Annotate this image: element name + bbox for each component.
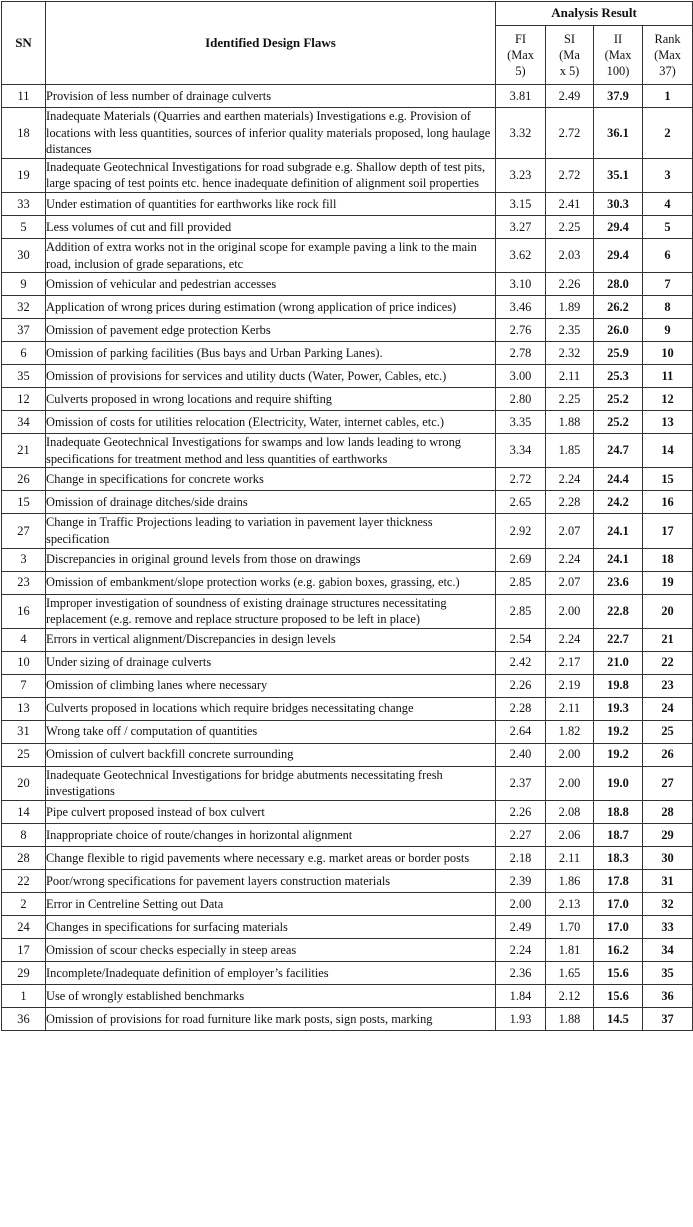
cell-fi: 2.00	[496, 892, 546, 915]
cell-rank: 2	[643, 108, 693, 159]
cell-fi: 3.35	[496, 411, 546, 434]
cell-fi: 2.42	[496, 651, 546, 674]
cell-fi: 2.76	[496, 319, 546, 342]
cell-ii: 17.8	[594, 869, 643, 892]
cell-fi: 2.36	[496, 961, 546, 984]
cell-rank: 36	[643, 984, 693, 1007]
header-ii-line: 100)	[606, 64, 630, 78]
header-rank-line: 37)	[659, 64, 676, 78]
cell-rank: 33	[643, 915, 693, 938]
cell-ii: 18.7	[594, 823, 643, 846]
cell-design-flaw: Omission of scour checks especially in steep areas	[46, 938, 496, 961]
cell-ii: 24.4	[594, 468, 643, 491]
cell-si: 2.24	[546, 468, 594, 491]
cell-sn: 36	[2, 1007, 46, 1030]
cell-rank: 1	[643, 85, 693, 108]
cell-si: 2.00	[546, 743, 594, 766]
cell-design-flaw: Omission of costs for utilities relocation (Electricity, Water, internet cables, etc.)	[46, 411, 496, 434]
cell-ii: 21.0	[594, 651, 643, 674]
cell-sn: 23	[2, 571, 46, 594]
table-row	[2, 571, 693, 594]
table-row	[2, 743, 693, 766]
cell-ii: 18.8	[594, 800, 643, 823]
table-row	[2, 846, 693, 869]
table-row	[2, 192, 693, 215]
cell-sn: 14	[2, 800, 46, 823]
cell-fi: 2.65	[496, 491, 546, 514]
table-row	[2, 514, 693, 548]
cell-rank: 15	[643, 468, 693, 491]
cell-sn: 37	[2, 319, 46, 342]
cell-ii: 37.9	[594, 85, 643, 108]
cell-sn: 19	[2, 158, 46, 192]
cell-sn: 22	[2, 869, 46, 892]
cell-ii: 25.2	[594, 411, 643, 434]
cell-ii: 19.2	[594, 720, 643, 743]
cell-design-flaw: Omission of provisions for road furniture like mark posts, sign posts, marking	[46, 1007, 496, 1030]
cell-rank: 4	[643, 192, 693, 215]
cell-si: 2.11	[546, 846, 594, 869]
cell-ii: 19.0	[594, 766, 643, 800]
cell-design-flaw: Pipe culvert proposed instead of box culvert	[46, 800, 496, 823]
cell-ii: 17.0	[594, 892, 643, 915]
cell-ii: 24.1	[594, 548, 643, 571]
cell-ii: 25.3	[594, 365, 643, 388]
cell-sn: 30	[2, 238, 46, 272]
cell-si: 2.35	[546, 319, 594, 342]
cell-sn: 5	[2, 215, 46, 238]
cell-design-flaw: Omission of provisions for services and utility ducts (Water, Power, Cables, etc.)	[46, 365, 496, 388]
cell-sn: 17	[2, 938, 46, 961]
cell-design-flaw: Under sizing of drainage culverts	[46, 651, 496, 674]
table-row	[2, 548, 693, 571]
cell-si: 1.70	[546, 915, 594, 938]
cell-si: 2.72	[546, 158, 594, 192]
cell-sn: 27	[2, 514, 46, 548]
cell-si: 2.07	[546, 571, 594, 594]
cell-ii: 29.4	[594, 215, 643, 238]
cell-fi: 2.80	[496, 388, 546, 411]
table-row	[2, 697, 693, 720]
cell-sn: 20	[2, 766, 46, 800]
cell-rank: 25	[643, 720, 693, 743]
cell-ii: 15.6	[594, 984, 643, 1007]
header-ii-line: II	[613, 32, 623, 46]
cell-sn: 31	[2, 720, 46, 743]
cell-si: 2.25	[546, 388, 594, 411]
header-ii	[594, 26, 643, 85]
cell-rank: 30	[643, 846, 693, 869]
header-analysis-result: Analysis Result	[496, 2, 693, 26]
cell-rank: 32	[643, 892, 693, 915]
table-header	[2, 2, 693, 85]
cell-si: 2.13	[546, 892, 594, 915]
table-row	[2, 628, 693, 651]
cell-ii: 24.2	[594, 491, 643, 514]
cell-design-flaw: Change in specifications for concrete works	[46, 468, 496, 491]
header-si-line: (Ma	[559, 48, 580, 62]
cell-sn: 16	[2, 594, 46, 628]
cell-design-flaw: Inadequate Materials (Quarries and earthen materials) Investigations e.g. Provision of locations with less quantities, sources of inferior quality materials proposed, long haulage distances	[46, 108, 496, 159]
cell-sn: 21	[2, 434, 46, 468]
cell-fi: 2.39	[496, 869, 546, 892]
cell-design-flaw: Inadequate Geotechnical Investigations for swamps and low lands leading to wrong specifications for treatment method and less quantities of earthworks	[46, 434, 496, 468]
cell-sn: 1	[2, 984, 46, 1007]
cell-rank: 10	[643, 342, 693, 365]
table-row	[2, 273, 693, 296]
cell-ii: 25.2	[594, 388, 643, 411]
cell-sn: 11	[2, 85, 46, 108]
cell-design-flaw: Inadequate Geotechnical Investigations for bridge abutments necessitating fresh investigations	[46, 766, 496, 800]
cell-rank: 18	[643, 548, 693, 571]
cell-sn: 6	[2, 342, 46, 365]
cell-sn: 15	[2, 491, 46, 514]
cell-ii: 24.1	[594, 514, 643, 548]
cell-sn: 35	[2, 365, 46, 388]
cell-si: 1.65	[546, 961, 594, 984]
cell-design-flaw: Omission of culvert backfill concrete surrounding	[46, 743, 496, 766]
cell-sn: 24	[2, 915, 46, 938]
cell-design-flaw: Omission of vehicular and pedestrian accesses	[46, 273, 496, 296]
cell-rank: 31	[643, 869, 693, 892]
cell-ii: 19.3	[594, 697, 643, 720]
cell-si: 2.06	[546, 823, 594, 846]
cell-design-flaw: Discrepancies in original ground levels from those on drawings	[46, 548, 496, 571]
cell-design-flaw: Omission of climbing lanes where necessary	[46, 674, 496, 697]
cell-si: 1.82	[546, 720, 594, 743]
table-row	[2, 215, 693, 238]
cell-ii: 16.2	[594, 938, 643, 961]
cell-sn: 3	[2, 548, 46, 571]
cell-fi: 3.10	[496, 273, 546, 296]
cell-rank: 23	[643, 674, 693, 697]
table-body	[2, 85, 693, 1031]
cell-si: 1.86	[546, 869, 594, 892]
table-row	[2, 800, 693, 823]
cell-ii: 22.7	[594, 628, 643, 651]
table-row	[2, 651, 693, 674]
table-row	[2, 388, 693, 411]
cell-design-flaw: Change in Traffic Projections leading to variation in pavement layer thickness specification	[46, 514, 496, 548]
cell-rank: 12	[643, 388, 693, 411]
cell-fi: 2.24	[496, 938, 546, 961]
table-row	[2, 468, 693, 491]
cell-fi: 3.46	[496, 296, 546, 319]
cell-rank: 37	[643, 1007, 693, 1030]
cell-fi: 3.23	[496, 158, 546, 192]
cell-si: 1.81	[546, 938, 594, 961]
cell-ii: 14.5	[594, 1007, 643, 1030]
table-row	[2, 915, 693, 938]
cell-fi: 2.28	[496, 697, 546, 720]
cell-sn: 26	[2, 468, 46, 491]
header-identified-design-flaws: Identified Design Flaws	[46, 2, 496, 85]
table-row	[2, 594, 693, 628]
cell-design-flaw: Omission of embankment/slope protection works (e.g. gabion boxes, grassing, etc.)	[46, 571, 496, 594]
cell-rank: 27	[643, 766, 693, 800]
cell-ii: 17.0	[594, 915, 643, 938]
cell-fi: 3.34	[496, 434, 546, 468]
header-si-line: SI	[563, 32, 576, 46]
cell-ii: 24.7	[594, 434, 643, 468]
cell-rank: 9	[643, 319, 693, 342]
table-row	[2, 85, 693, 108]
table-row	[2, 158, 693, 192]
cell-design-flaw: Provision of less number of drainage culverts	[46, 85, 496, 108]
cell-sn: 34	[2, 411, 46, 434]
cell-si: 2.00	[546, 594, 594, 628]
cell-rank: 28	[643, 800, 693, 823]
table-row	[2, 491, 693, 514]
cell-design-flaw: Inadequate Geotechnical Investigations for road subgrade e.g. Shallow depth of test pits, large spacing of test points etc. hence inadequate definition of alignment soil properties	[46, 158, 496, 192]
table-row	[2, 984, 693, 1007]
cell-ii: 22.8	[594, 594, 643, 628]
table-row	[2, 674, 693, 697]
cell-fi: 2.85	[496, 594, 546, 628]
cell-si: 2.24	[546, 548, 594, 571]
cell-si: 2.49	[546, 85, 594, 108]
cell-design-flaw: Poor/wrong specifications for pavement layers construction materials	[46, 869, 496, 892]
cell-fi: 3.27	[496, 215, 546, 238]
cell-rank: 34	[643, 938, 693, 961]
cell-rank: 8	[643, 296, 693, 319]
table-row	[2, 238, 693, 272]
cell-fi: 2.69	[496, 548, 546, 571]
cell-si: 2.41	[546, 192, 594, 215]
table-row	[2, 938, 693, 961]
cell-sn: 25	[2, 743, 46, 766]
table-row	[2, 411, 693, 434]
cell-sn: 12	[2, 388, 46, 411]
cell-fi: 2.72	[496, 468, 546, 491]
cell-design-flaw: Incomplete/Inadequate definition of employer’s facilities	[46, 961, 496, 984]
cell-ii: 25.9	[594, 342, 643, 365]
cell-ii: 26.0	[594, 319, 643, 342]
cell-ii: 18.3	[594, 846, 643, 869]
cell-sn: 10	[2, 651, 46, 674]
cell-fi: 2.27	[496, 823, 546, 846]
cell-fi: 2.54	[496, 628, 546, 651]
cell-fi: 3.00	[496, 365, 546, 388]
table-row	[2, 319, 693, 342]
cell-ii: 28.0	[594, 273, 643, 296]
cell-rank: 21	[643, 628, 693, 651]
cell-si: 2.25	[546, 215, 594, 238]
table-row	[2, 365, 693, 388]
cell-si: 1.88	[546, 1007, 594, 1030]
table-row	[2, 108, 693, 159]
cell-design-flaw: Omission of parking facilities (Bus bays and Urban Parking Lanes).	[46, 342, 496, 365]
cell-fi: 2.26	[496, 674, 546, 697]
cell-fi: 2.40	[496, 743, 546, 766]
cell-rank: 29	[643, 823, 693, 846]
header-si	[546, 26, 594, 85]
cell-fi: 3.62	[496, 238, 546, 272]
cell-rank: 19	[643, 571, 693, 594]
cell-si: 2.28	[546, 491, 594, 514]
cell-design-flaw: Application of wrong prices during estimation (wrong application of price indices)	[46, 296, 496, 319]
cell-sn: 13	[2, 697, 46, 720]
cell-si: 2.07	[546, 514, 594, 548]
cell-si: 1.88	[546, 411, 594, 434]
header-fi-line: 5)	[515, 64, 526, 78]
header-si-line: x 5)	[559, 64, 580, 78]
cell-fi: 2.18	[496, 846, 546, 869]
cell-fi: 2.37	[496, 766, 546, 800]
cell-fi: 3.32	[496, 108, 546, 159]
cell-design-flaw: Wrong take off / computation of quantities	[46, 720, 496, 743]
cell-ii: 29.4	[594, 238, 643, 272]
cell-sn: 33	[2, 192, 46, 215]
cell-design-flaw: Use of wrongly established benchmarks	[46, 984, 496, 1007]
cell-si: 2.24	[546, 628, 594, 651]
cell-rank: 7	[643, 273, 693, 296]
cell-rank: 5	[643, 215, 693, 238]
cell-fi: 3.15	[496, 192, 546, 215]
cell-fi: 1.93	[496, 1007, 546, 1030]
cell-sn: 7	[2, 674, 46, 697]
cell-design-flaw: Less volumes of cut and fill provided	[46, 215, 496, 238]
cell-fi: 3.81	[496, 85, 546, 108]
header-rank	[643, 26, 693, 85]
cell-si: 1.85	[546, 434, 594, 468]
cell-design-flaw: Errors in vertical alignment/Discrepancies in design levels	[46, 628, 496, 651]
cell-design-flaw: Error in Centreline Setting out Data	[46, 892, 496, 915]
cell-si: 2.19	[546, 674, 594, 697]
table-row	[2, 869, 693, 892]
design-flaws-table	[1, 1, 693, 1031]
cell-si: 2.26	[546, 273, 594, 296]
cell-sn: 28	[2, 846, 46, 869]
cell-rank: 17	[643, 514, 693, 548]
table-row	[2, 342, 693, 365]
cell-sn: 8	[2, 823, 46, 846]
cell-design-flaw: Omission of drainage ditches/side drains	[46, 491, 496, 514]
header-rank-line: Rank	[654, 32, 681, 46]
cell-rank: 26	[643, 743, 693, 766]
cell-sn: 2	[2, 892, 46, 915]
cell-rank: 6	[643, 238, 693, 272]
header-rank-line: (Max	[654, 48, 681, 62]
cell-ii: 15.6	[594, 961, 643, 984]
cell-si: 2.00	[546, 766, 594, 800]
cell-si: 1.89	[546, 296, 594, 319]
cell-si: 2.03	[546, 238, 594, 272]
cell-si: 2.17	[546, 651, 594, 674]
cell-design-flaw: Under estimation of quantities for earthworks like rock fill	[46, 192, 496, 215]
table-row	[2, 823, 693, 846]
cell-si: 2.72	[546, 108, 594, 159]
cell-ii: 30.3	[594, 192, 643, 215]
cell-design-flaw: Omission of pavement edge protection Kerbs	[46, 319, 496, 342]
cell-ii: 26.2	[594, 296, 643, 319]
header-fi-line: (Max	[507, 48, 534, 62]
cell-sn: 32	[2, 296, 46, 319]
cell-fi: 2.49	[496, 915, 546, 938]
cell-fi: 2.78	[496, 342, 546, 365]
cell-sn: 4	[2, 628, 46, 651]
cell-design-flaw: Culverts proposed in wrong locations and require shifting	[46, 388, 496, 411]
cell-rank: 24	[643, 697, 693, 720]
cell-design-flaw: Changes in specifications for surfacing materials	[46, 915, 496, 938]
cell-design-flaw: Inappropriate choice of route/changes in horizontal alignment	[46, 823, 496, 846]
cell-sn: 9	[2, 273, 46, 296]
cell-fi: 2.92	[496, 514, 546, 548]
cell-rank: 20	[643, 594, 693, 628]
table-row	[2, 1007, 693, 1030]
cell-si: 2.11	[546, 697, 594, 720]
cell-si: 2.12	[546, 984, 594, 1007]
table-row	[2, 434, 693, 468]
cell-design-flaw: Addition of extra works not in the original scope for example paving a link to the main road, inclusion of grade separations, etc	[46, 238, 496, 272]
cell-design-flaw: Change flexible to rigid pavements where necessary e.g. market areas or border posts	[46, 846, 496, 869]
cell-ii: 35.1	[594, 158, 643, 192]
header-sn: SN	[2, 2, 46, 85]
cell-rank: 11	[643, 365, 693, 388]
cell-ii: 36.1	[594, 108, 643, 159]
cell-fi: 2.26	[496, 800, 546, 823]
cell-ii: 23.6	[594, 571, 643, 594]
table-row	[2, 892, 693, 915]
cell-rank: 35	[643, 961, 693, 984]
cell-design-flaw: Culverts proposed in locations which require bridges necessitating change	[46, 697, 496, 720]
table-row	[2, 961, 693, 984]
cell-sn: 18	[2, 108, 46, 159]
cell-si: 2.11	[546, 365, 594, 388]
cell-rank: 16	[643, 491, 693, 514]
cell-ii: 19.2	[594, 743, 643, 766]
cell-fi: 2.85	[496, 571, 546, 594]
cell-rank: 22	[643, 651, 693, 674]
header-ii-line: (Max	[604, 48, 632, 62]
cell-rank: 14	[643, 434, 693, 468]
cell-rank: 13	[643, 411, 693, 434]
cell-si: 2.08	[546, 800, 594, 823]
cell-sn: 29	[2, 961, 46, 984]
table-row	[2, 296, 693, 319]
header-fi-line: FI	[514, 32, 527, 46]
header-fi	[496, 26, 546, 85]
table-row	[2, 766, 693, 800]
cell-ii: 19.8	[594, 674, 643, 697]
cell-fi: 2.64	[496, 720, 546, 743]
cell-design-flaw: Improper investigation of soundness of existing drainage structures necessitating replacement (e.g. remove and replace structure proposed to be left in place)	[46, 594, 496, 628]
table-row	[2, 720, 693, 743]
cell-fi: 1.84	[496, 984, 546, 1007]
cell-rank: 3	[643, 158, 693, 192]
cell-si: 2.32	[546, 342, 594, 365]
